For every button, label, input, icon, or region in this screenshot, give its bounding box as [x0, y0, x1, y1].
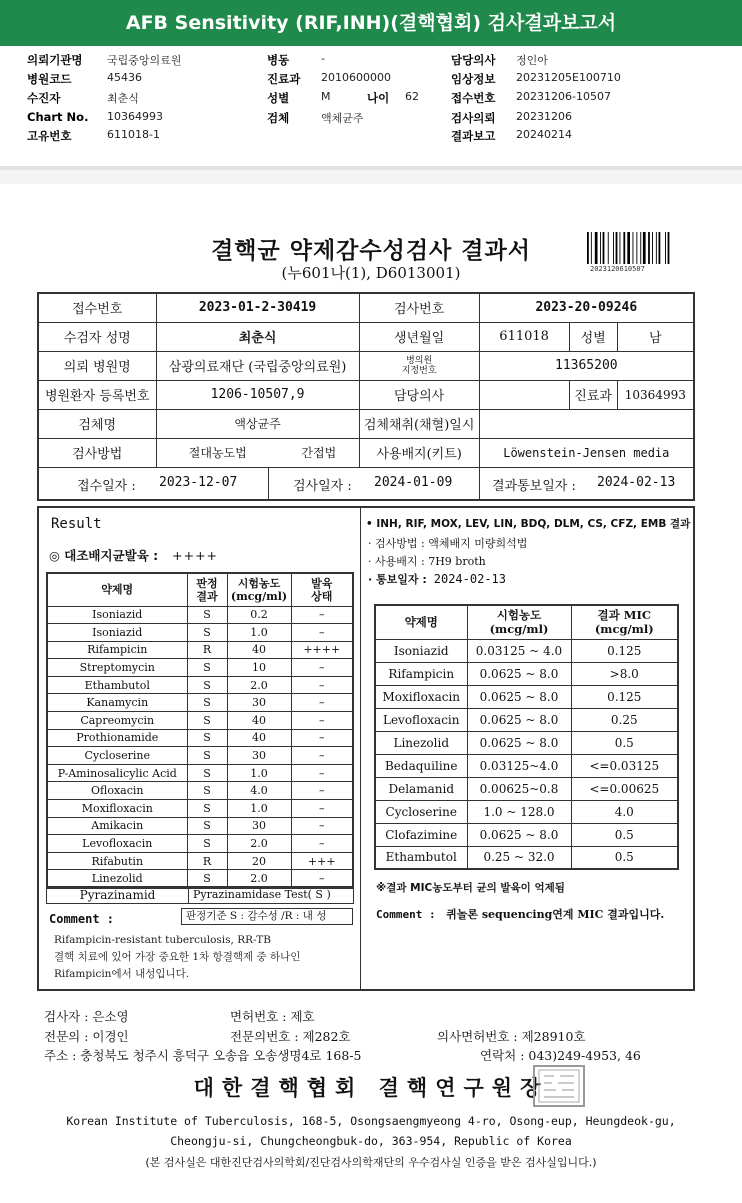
- drug-concentration: 1.0: [227, 800, 291, 818]
- comment-label: Comment :: [49, 912, 115, 926]
- drug-name: Kanamycin: [47, 694, 187, 712]
- drug-concentration: 40: [227, 641, 291, 659]
- mic-test-range: 1.0 ~ 128.0: [467, 800, 571, 823]
- hospital-code-label: 병원코드: [27, 72, 72, 86]
- mic-row: [375, 708, 678, 731]
- mic-row: [375, 685, 678, 708]
- license: 면허번호 : 제호: [230, 1009, 315, 1024]
- age-label: 나이: [367, 91, 390, 105]
- chart-label: Chart No.: [27, 110, 89, 124]
- info-cell: 검체채취(채혈)일시: [359, 409, 479, 438]
- drug-growth: –: [291, 764, 353, 782]
- mic-drug-name: Levofloxacin: [375, 708, 467, 731]
- mic-test-range: 0.0625 ~ 8.0: [467, 731, 571, 754]
- drug-name: P-Aminosalicylic Acid: [47, 764, 187, 782]
- comment-line: 결핵 치료에 있어 가장 중요한 1차 항결핵제 중 하나인: [54, 951, 301, 963]
- dept-value: 2010600000: [321, 71, 391, 84]
- notify-date: 2024-02-13: [597, 474, 676, 490]
- drug-row: [47, 641, 353, 659]
- drug-judgement: S: [187, 835, 227, 853]
- mic-result: 0.125: [571, 685, 678, 708]
- drug-judgement: R: [187, 641, 227, 659]
- request-label: 검사의뢰: [451, 111, 496, 125]
- drug-concentration: 4.0: [227, 782, 291, 800]
- mic-row: [375, 777, 678, 800]
- col-header: 약제명: [375, 605, 467, 639]
- drug-row: [47, 729, 353, 747]
- test-date-label: 검사일자 :: [293, 478, 352, 494]
- institution-value: 국립중앙의료원: [107, 54, 182, 67]
- info-cell: 2023-20-09246: [479, 293, 694, 322]
- mic-comment-text: 퀴놀론 sequencing연계 MIC 결과입니다.: [446, 908, 665, 921]
- mic-drug-name: Clofazimine: [375, 823, 467, 846]
- mic-test-range: 0.25 ~ 32.0: [467, 846, 571, 869]
- mic-drug-name: Ethambutol: [375, 846, 467, 869]
- request-value: 20231206: [516, 110, 572, 123]
- mic-table: [374, 604, 679, 870]
- report-banner-title: AFB Sensitivity (RIF,INH)(결핵협회) 검사결과보고서: [0, 0, 742, 46]
- mic-notify: [368, 571, 506, 587]
- document-title: 결핵균 약제감수성검사 결과서: [211, 237, 531, 264]
- mic-notify-label: · 통보일자 :: [368, 573, 427, 586]
- drug-judgement: S: [187, 729, 227, 747]
- certification-note: (본 검사실은 대한진단검사의학회/진단검사의학재단의 우수검사실 인증을 받은 검사실입니다.): [145, 1156, 597, 1169]
- drug-table: [46, 572, 354, 889]
- info-cell: 사용배지(키트): [359, 438, 479, 467]
- drug-name: Isoniazid: [47, 606, 187, 624]
- institution-label: 의뢰기관명: [27, 53, 83, 67]
- info-cell: [359, 351, 479, 380]
- mic-medium: · 사용배지 : 7H9 broth: [368, 555, 486, 568]
- drug-concentration: 10: [227, 659, 291, 677]
- info-cell: 삼광의료재단 (국립중앙의료원): [156, 351, 359, 380]
- drug-row: [47, 676, 353, 694]
- mic-row: [375, 800, 678, 823]
- english-address-line2: Cheongju-si, Chungcheongbuk-do, 363-954, Republic of Korea: [170, 1134, 572, 1148]
- col-header-line: 시험농도: [496, 608, 542, 623]
- mic-note: ※결과 MIC농도부터 균의 발육이 억제됨: [376, 882, 565, 894]
- notify-date-label: 결과통보일자 :: [492, 478, 576, 494]
- chart-value: 10364993: [107, 110, 163, 123]
- mic-panel: [361, 508, 693, 989]
- scanned-report: [0, 184, 742, 1203]
- col-header-line: (mcg/ml): [230, 589, 288, 603]
- unique-value: 611018-1: [107, 128, 160, 141]
- info-cell: 10364993: [617, 380, 694, 409]
- info-cell: 최춘식: [156, 322, 359, 351]
- mic-test-range: 0.03125~4.0: [467, 754, 571, 777]
- divider: [0, 170, 742, 184]
- mic-row: [375, 662, 678, 685]
- address: 주소 : 충청북도 청주시 흥덕구 오송읍 오송생명4로 168-5: [44, 1048, 362, 1063]
- drug-row: [47, 659, 353, 677]
- mic-test-range: 0.0625 ~ 8.0: [467, 685, 571, 708]
- drug-judgement: S: [187, 676, 227, 694]
- col-header: 약제명: [47, 573, 187, 606]
- drug-name: Ethambutol: [47, 676, 187, 694]
- drug-judgement: S: [187, 817, 227, 835]
- col-header-line: 판정: [196, 576, 218, 590]
- mic-test-range: 0.0625 ~ 8.0: [467, 823, 571, 846]
- drug-concentration: 40: [227, 712, 291, 730]
- sex-label: 성별: [267, 91, 290, 105]
- info-cell: [479, 409, 694, 438]
- drug-row: [47, 817, 353, 835]
- clinical-label: 임상정보: [451, 72, 496, 86]
- ward-value: -: [321, 52, 325, 65]
- comment-line: Rifampicin-resistant tuberculosis, RR-TB: [54, 934, 271, 946]
- control-value: ++++: [172, 548, 219, 563]
- mic-result: 0.5: [571, 846, 678, 869]
- mic-test-range: 0.00625~0.8: [467, 777, 571, 800]
- drug-name: Rifampicin: [47, 641, 187, 659]
- drug-judgement: S: [187, 782, 227, 800]
- info-cell: 담당의사: [359, 380, 479, 409]
- drug-concentration: 30: [227, 817, 291, 835]
- drug-row: [47, 747, 353, 765]
- report-value: 20240214: [516, 128, 572, 141]
- info-cell: 절대농도법: [156, 438, 279, 467]
- info-cell: 검사번호: [359, 293, 479, 322]
- mic-drug-name: Linezolid: [375, 731, 467, 754]
- barcode-number: 2023120610507: [590, 265, 645, 273]
- control-growth: [49, 546, 218, 564]
- col-header-line: 결과: [196, 589, 218, 603]
- drug-name: Levofloxacin: [47, 835, 187, 853]
- mic-method: · 검사방법 : 액체배지 미량희석법: [368, 537, 528, 550]
- info-cell: 611018: [479, 322, 569, 351]
- info-cell: 액상균주: [156, 409, 359, 438]
- doctor-license: 의사면허번호 : 제28910호: [437, 1029, 586, 1044]
- document-subtitle: (누601나(1), D6013001): [281, 264, 461, 282]
- specimen-value: 액체균주: [321, 112, 364, 125]
- mic-result: <=0.00625: [571, 777, 678, 800]
- info-cell: 1206-10507,9: [156, 380, 359, 409]
- drug-name: Streptomycin: [47, 659, 187, 677]
- drug-concentration: 2.0: [227, 676, 291, 694]
- col-header-line: 상태: [311, 589, 333, 603]
- drug-row: [47, 712, 353, 730]
- mic-row: [375, 823, 678, 846]
- receipt-date: 2023-12-07: [159, 474, 238, 490]
- drug-concentration: 2.0: [227, 870, 291, 888]
- mic-drug-name: Isoniazid: [375, 639, 467, 662]
- drug-growth: –: [291, 676, 353, 694]
- mic-result: 4.0: [571, 800, 678, 823]
- drug-growth: –: [291, 800, 353, 818]
- mic-result: 0.125: [571, 639, 678, 662]
- drug-judgement: S: [187, 624, 227, 642]
- dept-label: 진료과: [267, 72, 301, 86]
- patient-label: 수진자: [27, 91, 61, 105]
- mic-row: [375, 731, 678, 754]
- drug-judgement: S: [187, 712, 227, 730]
- col-header: [227, 573, 291, 606]
- info-cell: 2023-01-2-30419: [156, 293, 359, 322]
- drug-judgement: S: [187, 659, 227, 677]
- drug-judgement: S: [187, 747, 227, 765]
- drug-concentration: 30: [227, 694, 291, 712]
- mic-result: <=0.03125: [571, 754, 678, 777]
- drug-name: Amikacin: [47, 817, 187, 835]
- mic-drug-name: Delamanid: [375, 777, 467, 800]
- drug-concentration: 30: [227, 747, 291, 765]
- drug-concentration: 2.0: [227, 835, 291, 853]
- drug-growth: +++: [291, 852, 353, 870]
- ward-label: 병동: [267, 53, 290, 67]
- mic-result: 0.5: [571, 731, 678, 754]
- info-cell: 남: [617, 322, 694, 351]
- info-cell-line: 지정번호: [401, 365, 437, 376]
- drug-growth: –: [291, 729, 353, 747]
- barcode-icon: [585, 232, 685, 264]
- mic-row: [375, 754, 678, 777]
- drug-name: Moxifloxacin: [47, 800, 187, 818]
- info-cell: 검사방법: [38, 438, 156, 467]
- info-cell: [479, 380, 569, 409]
- drug-row: [47, 764, 353, 782]
- mic-drug-name: Bedaquiline: [375, 754, 467, 777]
- drug-growth: –: [291, 606, 353, 624]
- receipt-label: 접수번호: [451, 91, 496, 105]
- contact: 연락처 : 043)249-4953, 46: [480, 1048, 641, 1063]
- drug-concentration: 20: [227, 852, 291, 870]
- results-panel: [37, 506, 695, 991]
- info-cell: 의뢰 병원명: [38, 351, 156, 380]
- mic-row: [375, 639, 678, 662]
- control-label: ◎ 대조배지균발육 :: [49, 548, 159, 563]
- mic-drug-name: Rifampicin: [375, 662, 467, 685]
- patient-value: 최춘식: [107, 92, 139, 105]
- specialist-license: 전문의번호 : 제282호: [230, 1029, 351, 1044]
- mic-notify-date: 2024-02-13: [433, 572, 506, 586]
- result-left: [39, 508, 361, 989]
- col-header-line: 발육: [311, 576, 333, 590]
- patient-info-table: [37, 292, 695, 501]
- mic-result: 0.25: [571, 708, 678, 731]
- col-header: [467, 605, 571, 639]
- col-header: [571, 605, 678, 639]
- col-header-line: 시험농도: [237, 576, 281, 590]
- drug-concentration: 40: [227, 729, 291, 747]
- drug-name: Cycloserine: [47, 747, 187, 765]
- comment-text: [54, 932, 300, 983]
- col-header: [291, 573, 353, 606]
- info-cell-line: 병의원: [406, 355, 433, 366]
- drug-growth: –: [291, 835, 353, 853]
- drug-row: [47, 870, 353, 888]
- info-cell: 11365200: [479, 351, 694, 380]
- mic-comment: [376, 906, 664, 922]
- dates-row: [38, 467, 694, 500]
- drug-row: [47, 835, 353, 853]
- drug-name: Capreomycin: [47, 712, 187, 730]
- drug-row: [47, 800, 353, 818]
- info-cell: 병원환자 등록번호: [38, 380, 156, 409]
- specialist: 전문의 : 이경인: [44, 1029, 129, 1044]
- criteria-box: 판정기준 S : 감수성 /R : 내 성: [181, 908, 353, 925]
- drug-concentration: 1.0: [227, 764, 291, 782]
- mic-test-range: 0.0625 ~ 8.0: [467, 662, 571, 685]
- drug-row: [47, 782, 353, 800]
- info-cell: 진료과: [569, 380, 617, 409]
- info-cell: 간접법: [279, 438, 359, 467]
- drug-judgement: S: [187, 800, 227, 818]
- drug-growth: –: [291, 870, 353, 888]
- drug-name: Linezolid: [47, 870, 187, 888]
- specimen-label: 검체: [267, 111, 290, 125]
- comment-line: Rifampicin에서 내성입니다.: [54, 968, 190, 980]
- drug-row: [47, 624, 353, 642]
- mic-comment-label: Comment :: [376, 908, 436, 921]
- drug-concentration: 0.2: [227, 606, 291, 624]
- drug-row: [47, 606, 353, 624]
- drug-judgement: S: [187, 694, 227, 712]
- drug-judgement: R: [187, 852, 227, 870]
- drug-judgement: S: [187, 764, 227, 782]
- pyrazinamid-test: Pyrazinamidase Test( S ): [193, 888, 331, 901]
- drug-name: Isoniazid: [47, 624, 187, 642]
- receipt-value: 20231206-10507: [516, 90, 611, 103]
- drug-judgement: S: [187, 606, 227, 624]
- col-header: [187, 573, 227, 606]
- drug-growth: –: [291, 624, 353, 642]
- drug-growth: –: [291, 747, 353, 765]
- drug-growth: –: [291, 659, 353, 677]
- unique-label: 고유번호: [27, 129, 72, 143]
- drug-growth: ++++: [291, 641, 353, 659]
- sex-value: M: [321, 90, 331, 103]
- drug-growth: –: [291, 817, 353, 835]
- col-header-line: 결과 MIC: [597, 608, 651, 623]
- info-cell: Löwenstein-Jensen media: [479, 438, 694, 467]
- pyrazinamid-name: Pyrazinamid: [47, 887, 189, 903]
- info-cell: 수검자 성명: [38, 322, 156, 351]
- info-cell: 검체명: [38, 409, 156, 438]
- info-cell: 생년월일: [359, 322, 479, 351]
- mic-result: 0.5: [571, 823, 678, 846]
- institute-name: 대한결핵협회 결핵연구원장: [193, 1075, 549, 1100]
- mic-row: [375, 846, 678, 869]
- info-cell: 접수번호: [38, 293, 156, 322]
- tester: 검사자 : 은소영: [44, 1009, 129, 1024]
- age-value: 62: [405, 90, 419, 103]
- mic-drug-name: Moxifloxacin: [375, 685, 467, 708]
- hospital-code-value: 45436: [107, 71, 142, 84]
- pyrazinamid-row: [46, 886, 354, 904]
- drug-concentration: 1.0: [227, 624, 291, 642]
- drug-growth: –: [291, 782, 353, 800]
- mic-result: >8.0: [571, 662, 678, 685]
- clinical-value: 20231205E100710: [516, 71, 621, 84]
- mic-test-range: 0.0625 ~ 8.0: [467, 708, 571, 731]
- col-header-line: (mcg/ml): [594, 622, 654, 637]
- info-cell: 성별: [569, 322, 617, 351]
- drug-judgement: S: [187, 870, 227, 888]
- mic-test-range: 0.03125 ~ 4.0: [467, 639, 571, 662]
- test-date: 2024-01-09: [374, 474, 453, 490]
- doctor-label: 담당의사: [451, 53, 496, 67]
- drug-name: Prothionamide: [47, 729, 187, 747]
- report-label: 결과보고: [451, 129, 496, 143]
- drug-name: Rifabutin: [47, 852, 187, 870]
- drug-row: [47, 694, 353, 712]
- drug-name: Ofloxacin: [47, 782, 187, 800]
- mic-heading: • INH, RIF, MOX, LEV, LIN, BDQ, DLM, CS, CFZ, EMB 결과: [366, 518, 691, 530]
- col-header-line: (mcg/ml): [489, 622, 549, 637]
- drug-growth: –: [291, 694, 353, 712]
- official-seal-icon: [530, 1064, 588, 1108]
- receipt-date-label: 접수일자 :: [77, 478, 136, 494]
- result-title: Result: [51, 516, 102, 532]
- doctor-value: 정인아: [516, 54, 548, 67]
- mic-drug-name: Cycloserine: [375, 800, 467, 823]
- drug-growth: –: [291, 712, 353, 730]
- english-address-line1: Korean Institute of Tuberculosis, 168-5, Osongsaengmyeong 4-ro, Osong-eup, Heungdeok-gu,: [66, 1114, 676, 1128]
- drug-row: [47, 852, 353, 870]
